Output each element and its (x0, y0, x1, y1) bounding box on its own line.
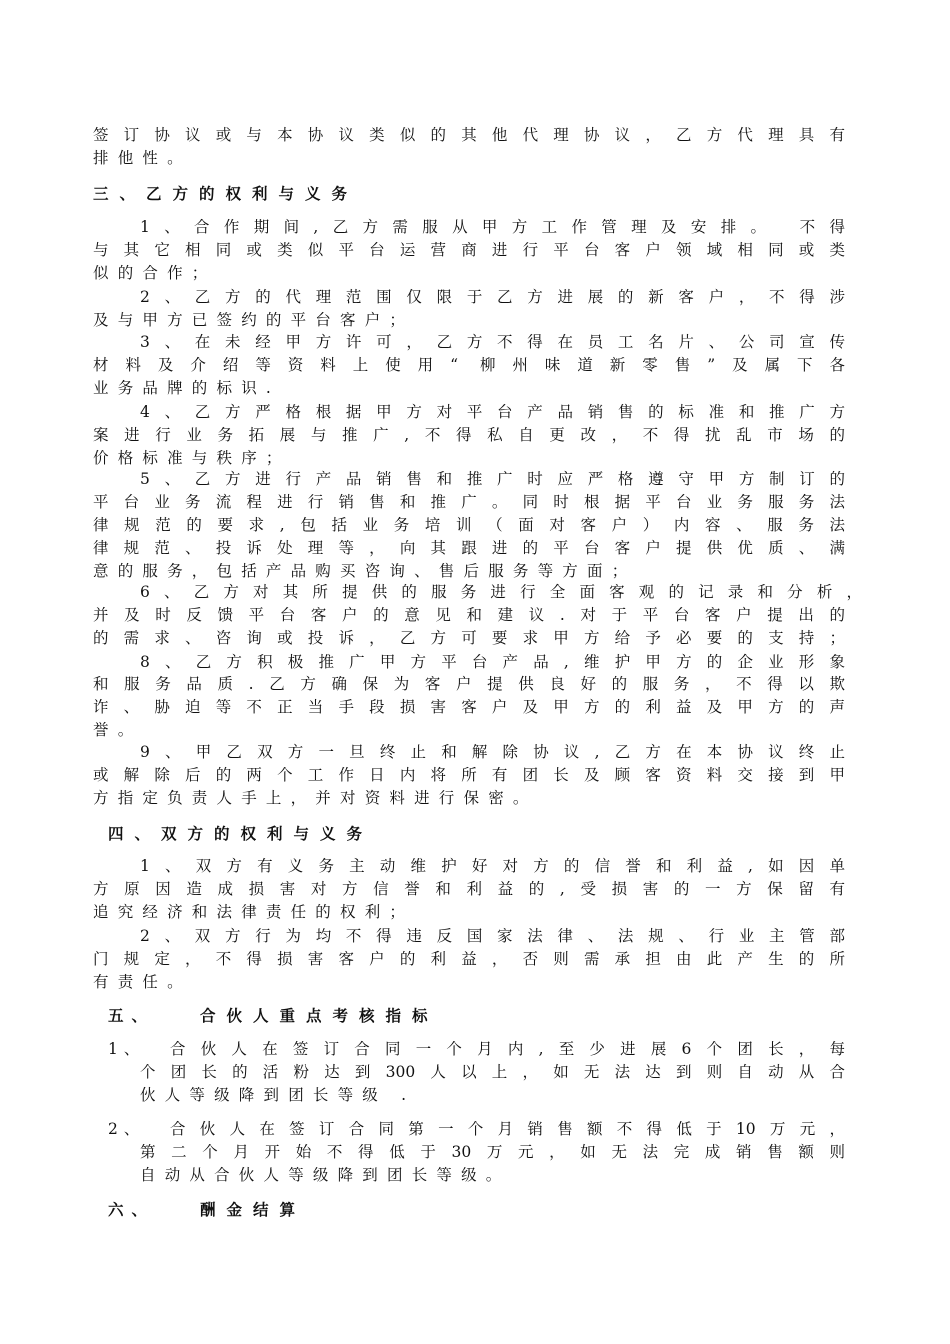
text-line: 方指定负责人手上，并对资料进行保密。 (93, 789, 538, 807)
text-line: 2、乙方的代理范围仅限于乙方进展的新客户，不得涉 (140, 288, 845, 306)
text-line: 案进行业务拓展与推广,不得私自更改，不得扰乱市场的 (93, 426, 845, 444)
item-number: 2、 (108, 1120, 146, 1138)
text-line: 诈、胁迫等不正当手段损害客户及甲方的利益及甲方的声 (93, 698, 845, 716)
text-line: 5、乙方进行产品销售和推广时应严格遵守甲方制订的 (140, 470, 845, 488)
text-line: 4、乙方严格根据甲方对平台产品销售的标准和推广方 (140, 403, 845, 421)
section-heading-6: 酬金结算 (200, 1200, 307, 1219)
text-line: 似的合作； (93, 264, 217, 282)
text-line: 2、双方行为均不得违反国家法律、法规、行业主管部 (140, 927, 845, 945)
text-line: 价格标准与秩序； (93, 449, 291, 467)
text-line: 8、乙方积极推广甲方平台产品,维护甲方的企业形象 (140, 653, 845, 671)
text-line: 材料及介绍等资料上使用“ 柳州味道新零售”及属下各 (93, 356, 845, 374)
text-line: 自动从合伙人等级降到团长等级。 (140, 1166, 511, 1184)
text-line: 第二个月开始不得低于30万元，如无法完成销售额则 (140, 1143, 845, 1161)
text-line: 业务品牌的标识. (93, 379, 281, 397)
text-line: 或解除后的两个工作日内将所有团长及顾客资料交接到甲 (93, 766, 845, 784)
text-line: 律规范、投诉处理等，向其跟进的平台客户提供优质、满 (93, 539, 845, 557)
text-line: 合伙人在签订合同第一个月销售额不得低于10万元， (170, 1120, 845, 1138)
text-line: 平台业务流程进行销售和推广。同时根据平台业务服务法 (93, 493, 845, 511)
text-line: 有责任。 (93, 973, 192, 991)
section-number-5: 五、 (108, 1006, 156, 1025)
text-line: 与其它相同或类似平台运营商进行平台客户领域相同或类 (93, 241, 845, 259)
text-line: 合伙人在签订合同一个月内,至少进展6个团长，每 (170, 1040, 845, 1058)
text-line: 和服务品质.乙方确保为客户提供良好的服务，不得以欺 (93, 675, 845, 693)
section-number-6: 六、 (108, 1200, 156, 1219)
section-heading-4: 四、双方的权利与义务 (108, 824, 374, 843)
text-line: 的需求、咨询或投诉，乙方可要求甲方给予必要的支持； (93, 629, 845, 647)
text-line: 意的服务，包括产品购买咨询、售后服务等方面； (93, 562, 637, 580)
text-line: 誉。 (93, 721, 143, 739)
section-heading-5: 合伙人重点考核指标 (200, 1006, 439, 1025)
item-number: 1、 (108, 1040, 146, 1058)
text-line: 门规定，不得损害客户的利益，否则需承担由此产生的所 (93, 950, 845, 968)
text-line: 签订协议或与本协议类似的其他代理协议，乙方代理具有 (93, 126, 845, 144)
text-line: 个团长的活粉达到300人以上，如无法达到则自动从合 (140, 1063, 845, 1081)
text-line: 并及时反馈平台客户的意见和建议.对于平台客户提出的 (93, 606, 845, 624)
text-line: 伙人等级降到团长等级 . (140, 1086, 416, 1104)
text-line: 6、乙方对其所提供的服务进行全面客观的记录和分析， (140, 583, 862, 601)
text-line: 及与甲方已签约的平台客户； (93, 311, 415, 329)
text-line: 律规范的要求,包括业务培训（面对客户）内容、服务法 (93, 516, 845, 534)
text-line: 1、合作期间,乙方需服从甲方工作管理及安排。 不得 (140, 218, 845, 236)
text-line: 9、甲乙双方一旦终止和解除协议,乙方在本协议终止 (140, 743, 845, 761)
text-line: 方原因造成损害对方信誉和利益的,受损害的一方保留有 (93, 880, 845, 898)
text-line: 排他性。 (93, 149, 192, 167)
text-line: 3、在未经甲方许可，乙方不得在员工名片、公司宣传 (140, 333, 845, 351)
text-line: 1、双方有义务主动维护好对方的信誉和利益,如因单 (140, 857, 845, 875)
section-heading-3: 三、乙方的权利与义务 (93, 184, 359, 203)
text-line: 追究经济和法律责任的权利； (93, 903, 415, 921)
